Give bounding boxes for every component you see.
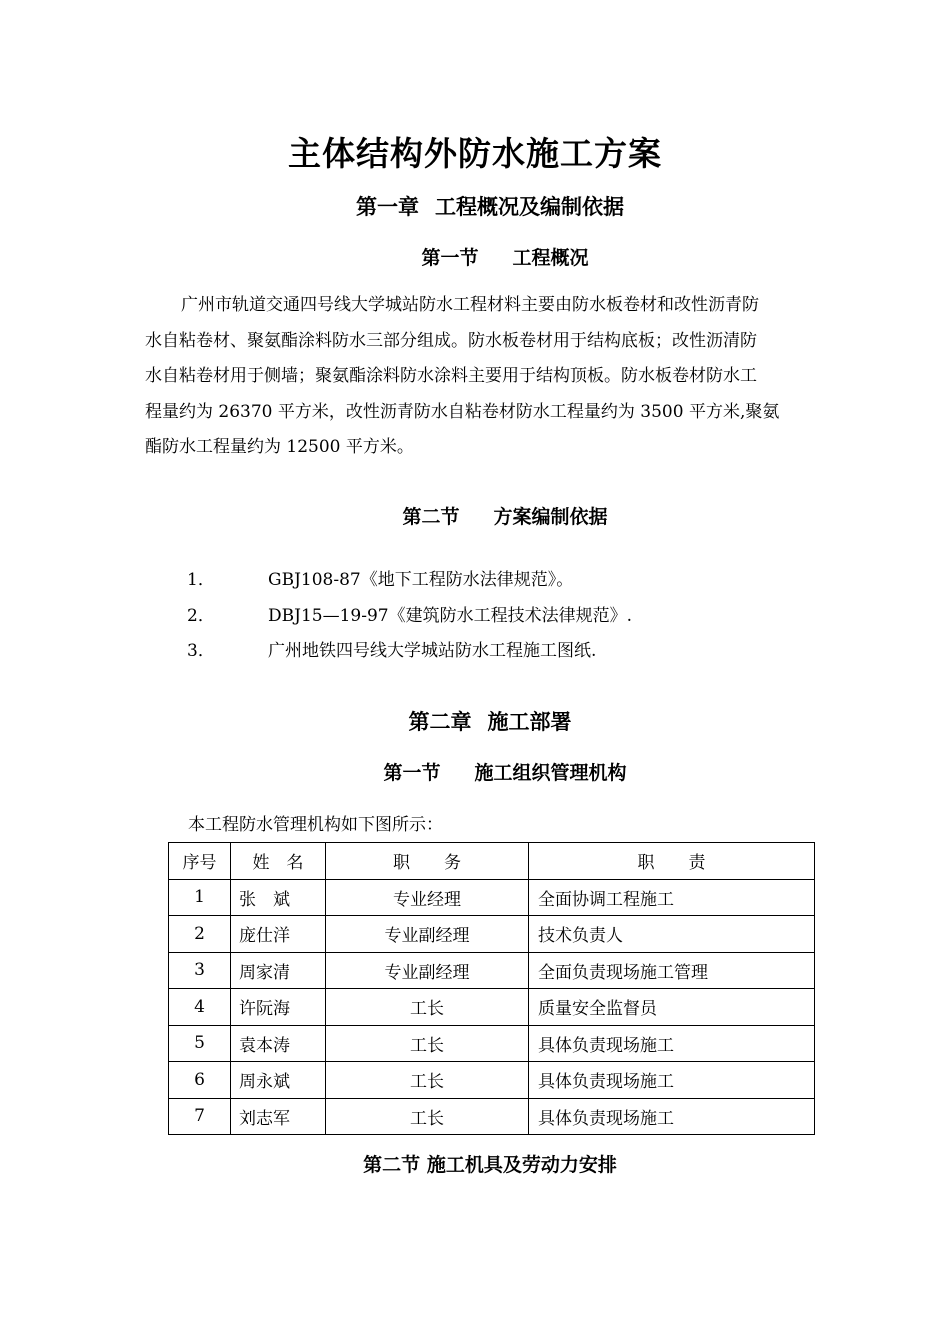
ch1-sec1-title: 工程概况 xyxy=(512,247,589,269)
chapter2-title: 施工部署 xyxy=(487,710,572,734)
header-name: 姓 名 xyxy=(231,843,326,880)
header-index: 序号 xyxy=(169,843,231,880)
ch2-sec2-label: 第二节 xyxy=(363,1154,421,1176)
overview-line: 广州市轨道交通四号线大学城站防水工程材料主要由防水板卷材和改性沥青防 xyxy=(181,295,759,315)
ch2-sec1-heading xyxy=(0,758,950,785)
ch1-sec2-title: 方案编制依据 xyxy=(493,506,608,528)
cell-name: 周永斌 xyxy=(231,1062,326,1099)
cell-name: 张 斌 xyxy=(231,879,326,916)
ch1-sec1-label: 第一节 xyxy=(421,247,479,269)
cell-index: 1 xyxy=(169,879,231,916)
cell-position: 工长 xyxy=(326,1025,529,1062)
overview-line: 酯防水工程量约为 12500 平方米。 xyxy=(145,437,414,457)
table-row xyxy=(169,916,815,953)
table-intro: 本工程防水管理机构如下图所示： xyxy=(188,815,443,835)
ch1-sec1-heading xyxy=(0,243,950,270)
cell-duty: 全面负责现场施工管理 xyxy=(529,952,815,989)
cell-position: 工长 xyxy=(326,989,529,1026)
table-row xyxy=(169,879,815,916)
cell-duty: 具体负责现场施工 xyxy=(529,1025,815,1062)
cell-position: 专业经理 xyxy=(326,879,529,916)
cell-index: 3 xyxy=(169,952,231,989)
cell-name: 刘志军 xyxy=(231,1098,326,1135)
cell-index: 2 xyxy=(169,916,231,953)
cell-duty: 具体负责现场施工 xyxy=(529,1098,815,1135)
cell-index: 5 xyxy=(169,1025,231,1062)
cell-index: 6 xyxy=(169,1062,231,1099)
chapter2-heading xyxy=(0,706,950,736)
ch1-sec2-label: 第二节 xyxy=(402,506,460,528)
chapter1-title: 工程概况及编制依据 xyxy=(435,195,624,219)
table-row xyxy=(169,952,815,989)
table-row xyxy=(169,1025,815,1062)
cell-duty: 技术负责人 xyxy=(529,916,815,953)
overview-line: 水自粘卷材用于侧墙；聚氨酯涂料防水涂料主要用于结构顶板。防水板卷材防水工 xyxy=(145,366,757,386)
basis-list-item xyxy=(187,565,573,590)
ch2-sec1-label: 第一节 xyxy=(383,762,441,784)
list-text: GBJ108-87《地下工程防水法律规范》。 xyxy=(268,570,574,590)
cell-index: 4 xyxy=(169,989,231,1026)
list-number: 1． xyxy=(187,570,215,590)
staff-table xyxy=(168,842,815,1135)
ch1-sec2-heading xyxy=(0,502,950,529)
cell-position: 专业副经理 xyxy=(326,916,529,953)
overview-line: 程量约为 26370 平方米，改性沥青防水自粘卷材防水工程量约为 3500 平方米,聚氨 xyxy=(145,401,780,422)
table-header-row xyxy=(169,843,815,880)
table-row xyxy=(169,1062,815,1099)
header-position: 职 务 xyxy=(326,843,529,880)
cell-index: 7 xyxy=(169,1098,231,1135)
table-row xyxy=(169,1098,815,1135)
cell-name: 许阮海 xyxy=(231,989,326,1026)
cell-position: 工长 xyxy=(326,1062,529,1099)
cell-name: 袁本涛 xyxy=(231,1025,326,1062)
overview-line: 水自粘卷材、聚氨酯涂料防水三部分组成。防水板卷材用于结构底板；改性沥清防 xyxy=(145,330,757,351)
cell-duty: 全面协调工程施工 xyxy=(529,879,815,916)
ch2-sec1-title: 施工组织管理机构 xyxy=(474,762,627,784)
cell-name: 庞仕洋 xyxy=(231,916,326,953)
chapter1-heading xyxy=(0,191,950,221)
table-row xyxy=(169,989,815,1026)
ch2-sec2-title: 施工机具及劳动力安排 xyxy=(426,1154,617,1176)
basis-list-item xyxy=(187,601,632,626)
cell-duty: 具体负责现场施工 xyxy=(529,1062,815,1099)
cell-position: 专业副经理 xyxy=(326,952,529,989)
list-text: DBJ15—19-97《建筑防水工程技术法律规范》. xyxy=(268,606,632,626)
list-number: 2． xyxy=(187,606,215,626)
list-text: 广州地铁四号线大学城站防水工程施工图纸. xyxy=(268,641,597,661)
list-number: 3． xyxy=(187,641,215,661)
cell-duty: 质量安全监督员 xyxy=(529,989,815,1026)
ch2-sec2-heading xyxy=(0,1150,950,1177)
chapter1-label: 第一章 xyxy=(356,195,419,219)
chapter2-label: 第二章 xyxy=(408,710,472,734)
cell-name: 周家清 xyxy=(231,952,326,989)
cell-position: 工长 xyxy=(326,1098,529,1135)
header-duty: 职 责 xyxy=(529,843,815,880)
basis-list-item xyxy=(187,636,596,661)
document-title: 主体结构外防水施工方案 xyxy=(288,134,662,173)
overview-paragraph xyxy=(145,288,838,466)
